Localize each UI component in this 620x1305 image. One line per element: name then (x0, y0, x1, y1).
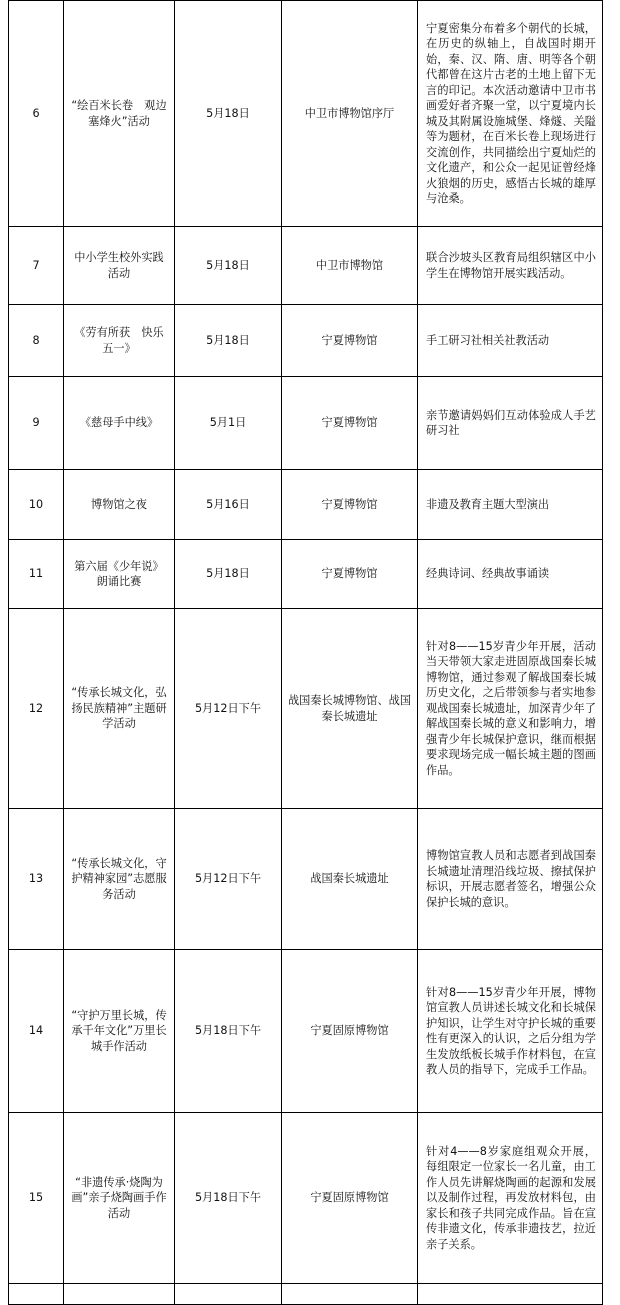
activity-venue: 战国秦长城遗址 (282, 809, 418, 950)
activity-name: 第六届《少年说》朗诵比赛 (64, 540, 175, 609)
activity-name: “非遗传承·烧陶为画”亲子烧陶画手作活动 (64, 1113, 175, 1284)
activity-description (418, 305, 603, 377)
events-table (8, 0, 603, 1305)
activity-venue: 中卫市博物馆序厅 (282, 1, 418, 227)
activity-name: 《劳有所获 快乐五一》 (64, 305, 175, 377)
activity-description (418, 377, 603, 470)
activity-description (418, 1, 603, 227)
row-number: 8 (9, 305, 64, 377)
activity-date: 5月12日下午 (175, 809, 282, 950)
description-text: 经典诗词、经典故事诵读 (426, 567, 550, 581)
activity-venue: 宁夏固原博物馆 (282, 950, 418, 1113)
table-row (9, 305, 603, 377)
activity-date: 5月18日下午 (175, 1113, 282, 1284)
activity-name: 中小学生校外实践活动 (64, 227, 175, 305)
row-number: 7 (9, 227, 64, 305)
table-row (9, 470, 603, 540)
table-row (9, 227, 603, 305)
description-text: 非遗及教育主题大型演出 (426, 497, 550, 511)
activity-name: “传承长城文化，弘扬民族精神”主题研学活动 (64, 609, 175, 809)
empty-cell (418, 1284, 603, 1305)
activity-date: 5月18日 (175, 227, 282, 305)
activity-venue: 宁夏博物馆 (282, 540, 418, 609)
empty-cell (9, 1284, 64, 1305)
empty-cell (64, 1284, 175, 1305)
row-number: 9 (9, 377, 64, 470)
description-text: 亲节邀请妈妈们互动体验成人手艺研习社 (426, 408, 596, 437)
activity-description (418, 609, 603, 809)
description-text: 手工研习社相关社教活动 (426, 333, 550, 347)
activity-description (418, 470, 603, 540)
activity-description (418, 809, 603, 950)
activity-date: 5月18日下午 (175, 950, 282, 1113)
activity-description (418, 1113, 603, 1284)
activity-name: 博物馆之夜 (64, 470, 175, 540)
row-number: 11 (9, 540, 64, 609)
table-row (9, 540, 603, 609)
description-text: 联合沙坡头区教育局组织辖区中小学生在博物馆开展实践活动。 (426, 251, 596, 280)
description-text: 博物馆宣教人员和志愿者到战国秦长城遗址清理沿线垃圾、擦拭保护标识，开展志愿者签名，增强公众保护长城的意识。 (426, 849, 596, 909)
empty-cell (175, 1284, 282, 1305)
activity-date: 5月1日 (175, 377, 282, 470)
table-row-continuation (9, 1284, 603, 1305)
row-number: 12 (9, 609, 64, 809)
description-text: 针对8——15岁青少年开展，活动当天带领大家走进固原战国秦长城博物馆，通过参观了解战国秦长城历史文化，之后带领参与者实地参观战国秦长城遗址，加深青少年了解战国秦长城的意义和影响力，增强青少年长城保护意识，继而根据要求现场完成一幅长城主题的图画作品。 (426, 639, 596, 777)
activity-name: “守护万里长城，传承千年文化”万里长城手作活动 (64, 950, 175, 1113)
activity-date: 5月18日 (175, 540, 282, 609)
row-number: 6 (9, 1, 64, 227)
table-row (9, 377, 603, 470)
row-number: 10 (9, 470, 64, 540)
table-row (9, 950, 603, 1113)
activity-venue: 宁夏固原博物馆 (282, 1113, 418, 1284)
row-number: 15 (9, 1113, 64, 1284)
activity-date: 5月18日 (175, 305, 282, 377)
table-row (9, 1113, 603, 1284)
activity-venue: 战国秦长城博物馆、战国秦长城遗址 (282, 609, 418, 809)
activity-date: 5月12日下午 (175, 609, 282, 809)
table-row (9, 609, 603, 809)
activity-venue: 宁夏博物馆 (282, 470, 418, 540)
table-row (9, 809, 603, 950)
activity-description (418, 950, 603, 1113)
activity-name: 《慈母手中线》 (64, 377, 175, 470)
table-row (9, 1, 603, 227)
activity-name: “绘百米长卷 观边塞烽火”活动 (64, 1, 175, 227)
activity-description (418, 227, 603, 305)
activity-date: 5月18日 (175, 1, 282, 227)
activity-name: “传承长城文化，守护精神家园”志愿服务活动 (64, 809, 175, 950)
activity-venue: 中卫市博物馆 (282, 227, 418, 305)
row-number: 13 (9, 809, 64, 950)
activity-venue: 宁夏博物馆 (282, 377, 418, 470)
row-number: 14 (9, 950, 64, 1113)
description-text: 针对4——8岁家庭组观众开展，每组限定一位家长一名儿童，由工作人员先讲解烧陶画的起源和发展以及制作过程，再发放材料包，由家长和孩子共同完成作品。旨在宣传非遗文化，传承非遗技艺，拉近亲子关系。 (426, 1144, 596, 1251)
activity-venue: 宁夏博物馆 (282, 305, 418, 377)
description-text: 针对8——15岁青少年开展，博物馆宣教人员讲述长城文化和长城保护知识，让学生对守护长城的重要性有更深入的认识，之后分组为学生发放纸板长城手作材料包，在宣教人员的指导下，完成手工作品。 (426, 985, 596, 1076)
activity-date: 5月16日 (175, 470, 282, 540)
description-text: 宁夏密集分布着多个朝代的长城，在历史的纵轴上，自战国时期开始，秦、汉、隋、唐、明等各个朝代都曾在这片古老的土地上留下无言的印记。本次活动邀请中卫市书画爱好者齐聚一堂，以宁夏境内长城及其附属设施城堡、烽燧、关隘等为题材，在百米长卷上现场进行交流创作，共同描绘出宁夏灿烂的文化遗产，和公众一起见证曾经烽火狼烟的历史，感悟古长城的雄厚与沧桑。 (426, 21, 596, 205)
activity-description (418, 540, 603, 609)
empty-cell (282, 1284, 418, 1305)
